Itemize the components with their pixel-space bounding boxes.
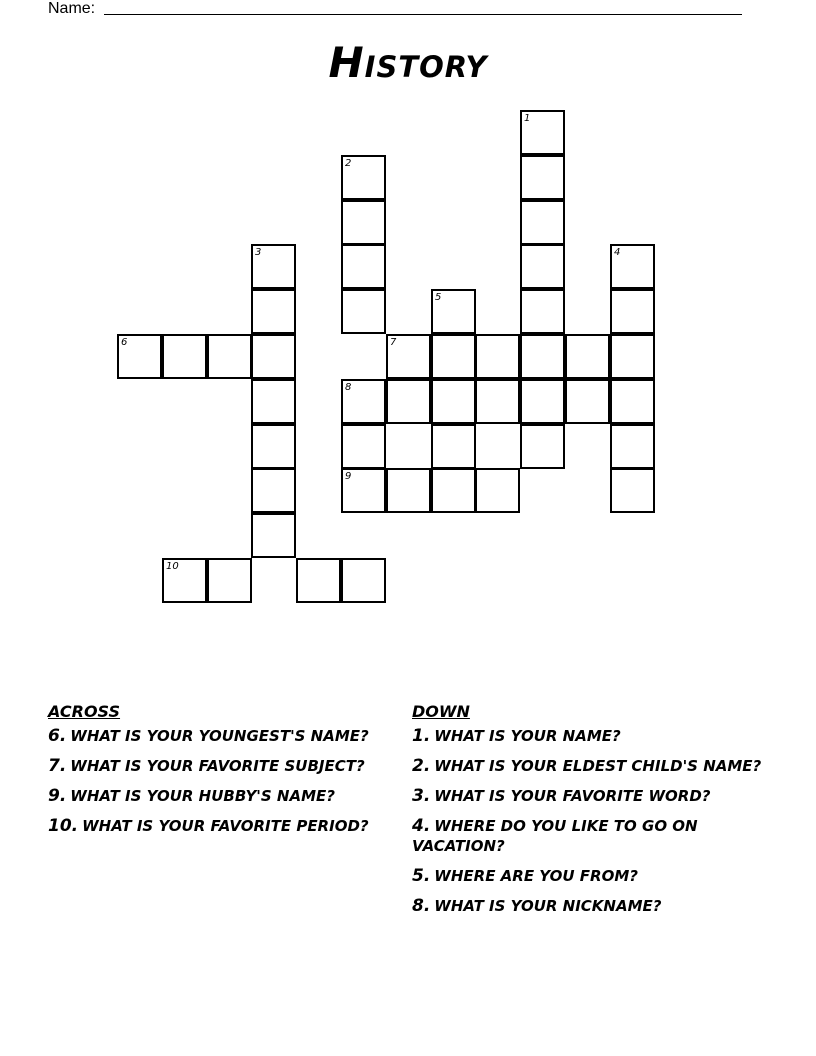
crossword-cell[interactable] xyxy=(341,379,386,424)
crossword-cell[interactable] xyxy=(520,334,565,379)
clue-number: 8. xyxy=(412,896,431,916)
crossword-cell[interactable] xyxy=(341,468,386,513)
across-clue xyxy=(48,756,378,776)
crossword-cell[interactable] xyxy=(565,334,610,379)
down-clue xyxy=(412,896,762,916)
crossword-cell[interactable] xyxy=(520,200,565,245)
crossword-cell[interactable] xyxy=(386,468,431,513)
down-clue xyxy=(412,816,762,856)
crossword-cell[interactable] xyxy=(520,244,565,289)
crossword-cell[interactable] xyxy=(610,424,655,469)
clue-text: WHAT IS YOUR NAME? xyxy=(434,727,621,745)
crossword-cell[interactable] xyxy=(610,244,655,289)
clue-number: 6. xyxy=(48,726,67,746)
crossword-cell[interactable] xyxy=(251,513,296,558)
clue-text: WHERE ARE YOU FROM? xyxy=(434,867,638,885)
crossword-cell[interactable] xyxy=(207,558,252,603)
crossword-cell[interactable] xyxy=(162,334,207,379)
crossword-cell[interactable] xyxy=(610,379,655,424)
crossword-cell[interactable] xyxy=(386,334,431,379)
crossword-cell[interactable] xyxy=(251,379,296,424)
down-clue xyxy=(412,866,762,886)
cell-number: 3 xyxy=(255,247,262,258)
across-clues xyxy=(48,702,378,846)
crossword-cell[interactable] xyxy=(431,424,476,469)
clue-number: 2. xyxy=(412,756,431,776)
clue-text: WHAT IS YOUR FAVORITE WORD? xyxy=(434,787,711,805)
crossword-cell[interactable] xyxy=(431,468,476,513)
down-clue xyxy=(412,756,762,776)
crossword-cell[interactable] xyxy=(341,155,386,200)
cell-number: 7 xyxy=(390,337,397,348)
crossword-cell[interactable] xyxy=(431,379,476,424)
down-clue xyxy=(412,786,762,806)
crossword-cell[interactable] xyxy=(251,468,296,513)
across-heading: ACROSS xyxy=(48,702,121,721)
clue-number: 5. xyxy=(412,866,431,886)
cell-number: 9 xyxy=(345,471,352,482)
across-clue xyxy=(48,786,378,806)
clue-text: WHAT IS YOUR FAVORITE PERIOD? xyxy=(82,817,369,835)
clue-number: 9. xyxy=(48,786,67,806)
clue-number: 4. xyxy=(412,816,431,836)
cell-number: 6 xyxy=(121,337,128,348)
cell-number: 1 xyxy=(524,113,531,124)
crossword-cell[interactable] xyxy=(251,244,296,289)
clue-text: WHAT IS YOUR HUBBY'S NAME? xyxy=(70,787,335,805)
crossword-cell[interactable] xyxy=(565,379,610,424)
crossword-cell[interactable] xyxy=(341,244,386,289)
cell-number: 8 xyxy=(345,382,352,393)
clue-number: 7. xyxy=(48,756,67,776)
crossword-cell[interactable] xyxy=(520,424,565,469)
crossword-cell[interactable] xyxy=(251,289,296,334)
crossword-cell[interactable] xyxy=(431,334,476,379)
down-clue xyxy=(412,726,762,746)
cell-number: 10 xyxy=(166,561,179,572)
across-clue xyxy=(48,816,378,836)
crossword-cell[interactable] xyxy=(520,379,565,424)
cell-number: 2 xyxy=(345,158,352,169)
crossword-cell[interactable] xyxy=(431,289,476,334)
crossword-cell[interactable] xyxy=(341,200,386,245)
crossword-cell[interactable] xyxy=(341,558,386,603)
clue-text: WHAT IS YOUR ELDEST CHILD'S NAME? xyxy=(434,757,762,775)
clue-text: WHERE DO YOU LIKE TO GO ON VACATION? xyxy=(412,817,698,855)
crossword-cell[interactable] xyxy=(341,424,386,469)
crossword-cell[interactable] xyxy=(520,155,565,200)
crossword-cell[interactable] xyxy=(162,558,207,603)
crossword-cell[interactable] xyxy=(251,424,296,469)
cell-number: 5 xyxy=(435,292,442,303)
crossword-cell[interactable] xyxy=(520,289,565,334)
clue-text: WHAT IS YOUR YOUNGEST'S NAME? xyxy=(70,727,369,745)
cell-number: 4 xyxy=(614,247,621,258)
crossword-cell[interactable] xyxy=(475,468,520,513)
down-clues xyxy=(412,702,762,926)
crossword-cell[interactable] xyxy=(341,289,386,334)
clue-number: 3. xyxy=(412,786,431,806)
page-title: History xyxy=(328,38,488,87)
crossword-cell[interactable] xyxy=(207,334,252,379)
clue-number: 10. xyxy=(48,816,79,836)
down-heading: DOWN xyxy=(412,702,470,721)
clue-text: WHAT IS YOUR FAVORITE SUBJECT? xyxy=(70,757,365,775)
crossword-cell[interactable] xyxy=(386,379,431,424)
clue-text: WHAT IS YOUR NICKNAME? xyxy=(434,897,662,915)
crossword-cell[interactable] xyxy=(296,558,341,603)
crossword-cell[interactable] xyxy=(251,334,296,379)
crossword-cell[interactable] xyxy=(610,289,655,334)
across-clue xyxy=(48,726,378,746)
crossword-cell[interactable] xyxy=(475,334,520,379)
crossword-cell[interactable] xyxy=(117,334,162,379)
clue-number: 1. xyxy=(412,726,431,746)
name-label: Name: xyxy=(48,0,96,17)
crossword-cell[interactable] xyxy=(610,334,655,379)
crossword-cell[interactable] xyxy=(520,110,565,155)
crossword-cell[interactable] xyxy=(610,468,655,513)
crossword-cell[interactable] xyxy=(475,379,520,424)
